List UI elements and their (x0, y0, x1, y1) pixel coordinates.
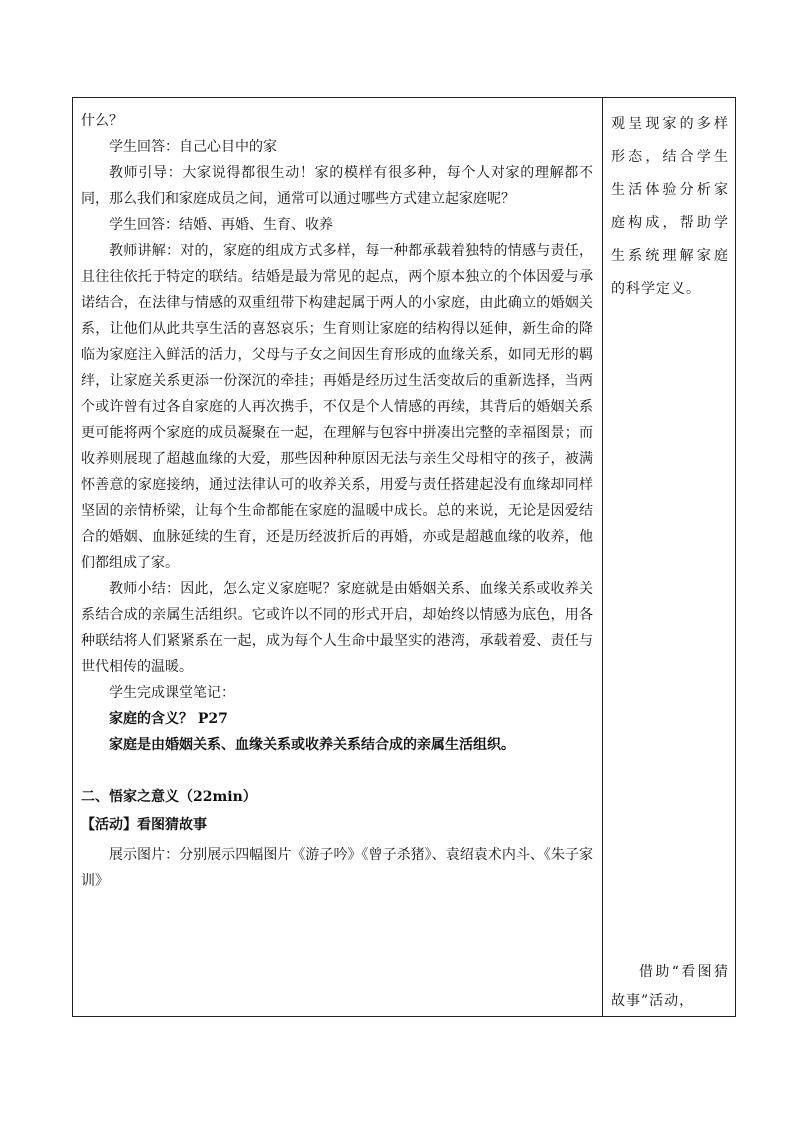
family-definition: 家庭是由婚姻关系、血缘关系或收养关系结合成的亲属生活组织。 (109, 737, 515, 753)
design-intent-1: 观呈现家的多样形态，结合学生生活体验分析家庭构成，帮助学生系统理解家庭的科学定义。 (611, 116, 729, 297)
design-intent-column (611, 108, 729, 1009)
student-answer-2: 学生回答：结婚、再婚、生育、收养 (109, 217, 333, 233)
student-answer-1: 学生回答：自己心目中的家 (109, 139, 277, 155)
show-pictures: 展示图片：分别展示四幅图片《游子吟》《曾子杀猪》、袁绍袁术内斗、《朱子家训》 (81, 847, 593, 889)
design-intent-2: 借助“看图猜故事”活动， (611, 964, 729, 1009)
lesson-plan-table (72, 97, 736, 1017)
teacher-summary: 教师小结：因此，怎么定义家庭呢？家庭就是由婚姻关系、血缘关系或收养关系结合成的亲属生活组织。它或许以不同的形式开启，却始终以情感为底色，用各种联结将人们紧紧系在一起，成为每个人生命中最坚实的港湾，承载着爱、责任与世代相传的温暖。 (81, 581, 593, 675)
column-divider (602, 98, 603, 1016)
student-notes-label: 学生完成课堂笔记： (109, 685, 235, 701)
family-definition-question: 家庭的含义？ P27 (109, 711, 228, 727)
teacher-explanation: 教师讲解：对的，家庭的组成方式多样，每一种都承载着独特的情感与责任，且往往依托于特定的联结。结婚是最为常见的起点，两个原本独立的个体因爱与承诺结合，在法律与情感的双重纽带下构建起属于两人的小家庭，由此确立的婚姻关系，让他们从此共享生活的喜怒哀乐；生育则让家庭的结构得以延伸，新生命的降临为家庭注入鲜活的活力，父母与子女之间因生育形成的血缘关系，如同无形的羁绊，让家庭关系更添一份深沉的牵挂；再婚是经历过生活变故后的重新选择，当两个或许曾有过各自家庭的人再次携手，不仅是个人情感的再续，其背后的婚姻关系更可能将两个家庭的成员凝聚在一起，在理解与包容中拼凑出完整的幸福图景；而收养则展现了超越血缘的大爱，那些因种种原因无法与亲生父母相守的孩子，被满怀善意的家庭接纳，通过法律认可的收养关系，用爱与责任搭建起没有血缘却同样坚固的亲情桥梁，让每个生命都能在家庭的温暖中成长。总的来说，无论是因爱结合的婚姻、血脉延续的生育，还是历经波折后的再婚，亦或是超越血缘的收养，他们都组成了家。 (81, 243, 593, 571)
teacher-guide: 教师引导：大家说得都很生动！家的模样有很多种，每个人对家的理解都不同，那么我们和家庭成员之间，通常可以通过哪些方式建立起家庭呢？ (81, 165, 593, 207)
activity-title: 【活动】看图猜故事 (81, 817, 207, 833)
section-title: 二、悟家之意义（22min） (81, 789, 257, 805)
teaching-process-column (81, 108, 593, 894)
text-continuation: 什么？ (81, 113, 123, 129)
